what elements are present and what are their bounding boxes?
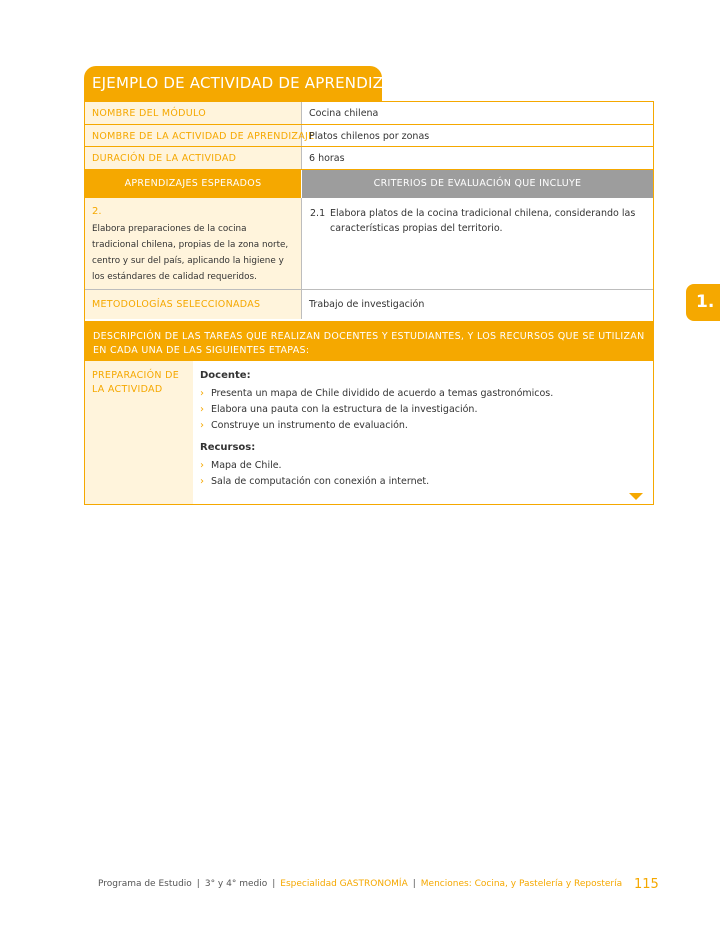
learning-text: Elabora preparaciones de la cocina tradicional chilena, propias de la zona norte, centro y sur del país, aplicando la higiene y los estándares de calidad requeridos. <box>92 224 289 282</box>
section-tab: 1. <box>686 284 720 321</box>
row-learning <box>85 198 653 290</box>
row-duration <box>85 147 653 170</box>
page-number: 115 <box>634 877 659 892</box>
duration-label: DURACIÓN DE LA ACTIVIDAD <box>85 147 302 169</box>
row-headers <box>85 170 653 198</box>
learning-number: 2. <box>92 206 102 217</box>
chevron-right-icon: › <box>200 388 204 399</box>
activity-value: Platos chilenos por zonas <box>309 131 430 142</box>
criteria-cell <box>302 198 653 289</box>
learning-cell <box>85 198 302 289</box>
footer: Programa de Estudio | 3° y 4° medio | Especialidad GASTRONOMÍA | Menciones: Cocina, y Pastelería y Repostería <box>98 879 623 889</box>
footer-menciones: Menciones: Cocina, y Pastelería y Repostería <box>420 879 623 889</box>
row-description <box>85 319 653 361</box>
list-item: › Sala de computación con conexión a internet. <box>200 474 645 490</box>
preparation-label: PREPARACIÓN DE LA ACTIVIDAD <box>85 361 193 504</box>
row-preparation <box>85 361 653 504</box>
header-aprendizajes: APRENDIZAJES ESPERADOS <box>85 170 301 198</box>
activity-table <box>84 101 654 505</box>
list-item: › Construye un instrumento de evaluación. <box>200 418 645 434</box>
criteria-number: 2.1 <box>310 208 326 219</box>
chevron-right-icon: › <box>200 460 204 471</box>
row-module <box>85 102 653 125</box>
chevron-right-icon: › <box>200 404 204 415</box>
footer-nivel: 3° y 4° medio <box>204 879 268 889</box>
module-value: Cocina chilena <box>309 108 379 119</box>
footer-especialidad: Especialidad GASTRONOMÍA <box>280 879 408 889</box>
criteria-text: Elabora platos de la cocina tradicional chilena, considerando las características propias del territorio. <box>330 208 636 234</box>
list-item: › Presenta un mapa de Chile dividido de acuerdo a temas gastronómicos. <box>200 386 645 402</box>
chevron-right-icon: › <box>200 476 204 487</box>
chevron-right-icon: › <box>200 420 204 431</box>
methodology-label: METODOLOGÍAS SELECCIONADAS <box>85 290 302 319</box>
activity-title: EJEMPLO DE ACTIVIDAD DE APRENDIZAJE <box>84 66 382 101</box>
activity-label: NOMBRE DE LA ACTIVIDAD DE APRENDIZAJE <box>85 125 302 146</box>
duration-value: 6 horas <box>309 153 345 164</box>
module-label: NOMBRE DEL MÓDULO <box>85 102 302 124</box>
methodology-value: Trabajo de investigación <box>309 299 425 310</box>
preparation-content <box>193 361 653 504</box>
docente-title: Docente: <box>200 370 251 381</box>
recursos-title: Recursos: <box>200 442 256 453</box>
continue-arrow-icon <box>629 493 643 500</box>
description-band: DESCRIPCIÓN DE LAS TAREAS QUE REALIZAN DOCENTES Y ESTUDIANTES, Y LOS RECURSOS QUE SE UTILIZAN EN CADA UNA DE LAS SIGUIENTES ETAPAS: <box>85 321 653 361</box>
list-item: › Elabora una pauta con la estructura de la investigación. <box>200 402 645 418</box>
row-activity <box>85 125 653 147</box>
list-item: › Mapa de Chile. <box>200 458 645 474</box>
row-methodology <box>85 290 653 319</box>
docente-list <box>200 386 645 434</box>
header-criterios: CRITERIOS DE EVALUACIÓN QUE INCLUYE <box>302 170 653 198</box>
footer-programa: Programa de Estudio <box>98 879 192 889</box>
recursos-list <box>200 458 645 490</box>
